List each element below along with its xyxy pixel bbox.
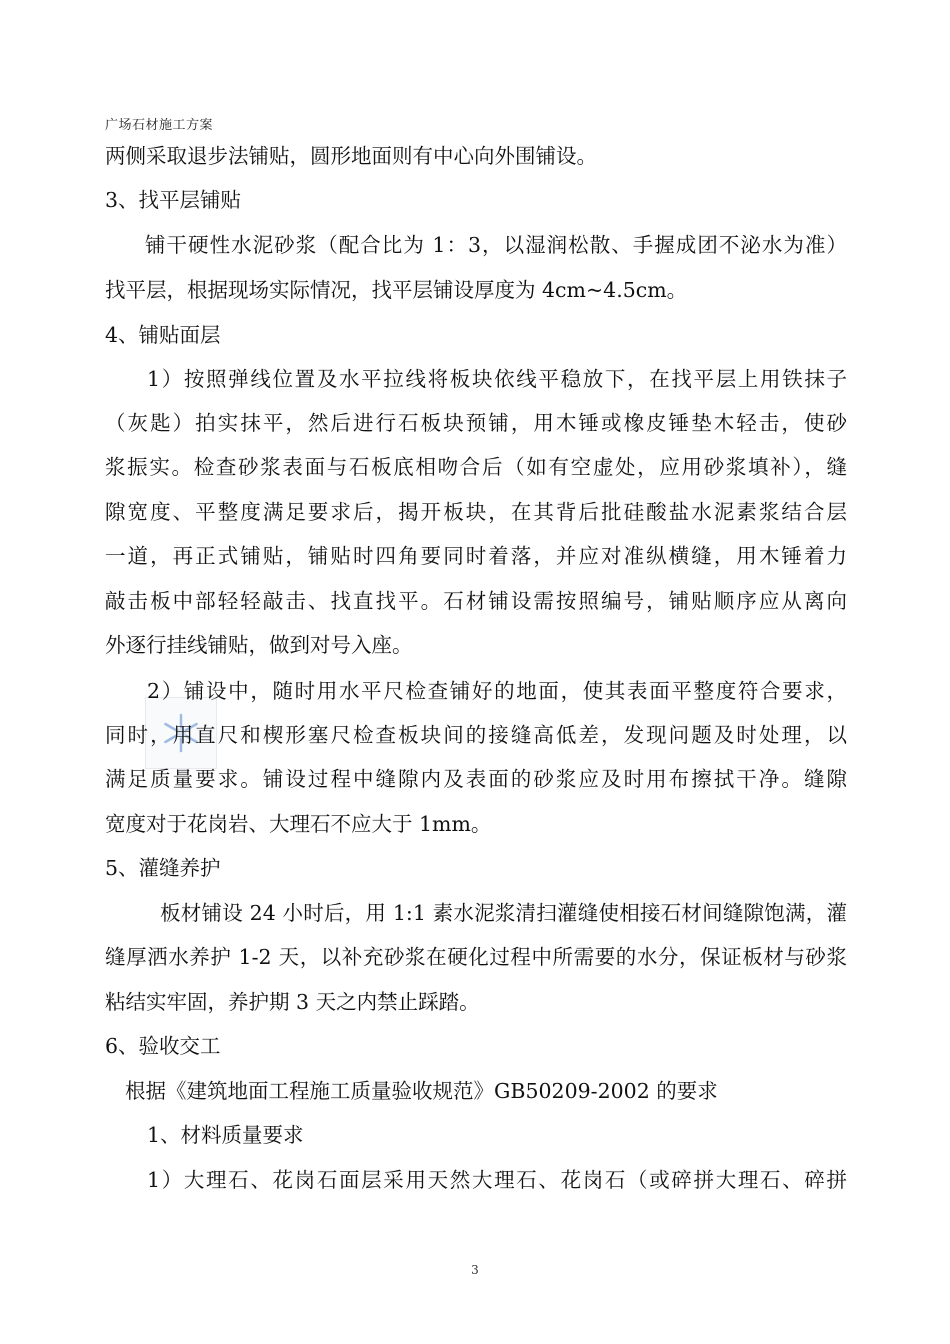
- section-heading-4: 4、铺贴面层: [105, 323, 221, 347]
- paragraph-line-12: 外逐行挂线铺贴，做到对号入座。: [105, 633, 413, 657]
- section-heading-5: 5、灌缝养护: [105, 856, 221, 880]
- section-heading-3: 3、找平层铺贴: [105, 188, 242, 212]
- paragraph-line-24: 1）大理石、花岗石面层采用天然大理石、花岗石（或碎拼大理石、碎拼: [147, 1168, 847, 1192]
- paragraph-line-14: 同时，用直尺和楔形塞尺检查板块间的接缝高低差，发现问题及时处理，以: [105, 723, 847, 747]
- paragraph-line-13: 2）铺设中，随时用水平尺检查铺好的地面，使其表面平整度符合要求，: [147, 679, 847, 703]
- paragraph-line-15: 满足质量要求。铺设过程中缝隙内及表面的砂浆应及时用布擦拭干净。缝隙: [105, 767, 847, 791]
- paragraph-line-10: 一道，再正式铺贴，铺贴时四角要同时着落，并应对准纵横缝，用木锤着力: [105, 544, 847, 568]
- paragraph-line-9: 隙宽度、平整度满足要求后，揭开板块，在其背后批硅酸盐水泥素浆结合层: [105, 500, 847, 524]
- paragraph-line-8: 浆振实。检查砂浆表面与石板底相吻合后（如有空虚处，应用砂浆填补），缝: [105, 455, 847, 479]
- paragraph-line-20: 粘结实牢固，养护期 3 天之内禁止踩踏。: [105, 990, 480, 1014]
- page-number: 3: [471, 1263, 479, 1277]
- paragraph-line-16: 宽度对于花岗岩、大理石不应大于 1mm。: [105, 812, 492, 836]
- paragraph-line-1: 两侧采取退步法铺贴，圆形地面则有中心向外围铺设。: [105, 144, 597, 168]
- paragraph-line-11: 敲击板中部轻轻敲击、找直找平。石材铺设需按照编号，铺贴顺序应从离向: [105, 589, 847, 613]
- paragraph-line-18: 板材铺设 24 小时后，用 1:1 素水泥浆清扫灌缝使相接石材间缝隙饱满，灌: [160, 901, 847, 925]
- running-header: 广场石材施工方案: [105, 118, 214, 133]
- paragraph-line-19: 缝厚洒水养护 1-2 天，以补充砂浆在硬化过程中所需要的水分，保证板材与砂浆: [105, 945, 847, 969]
- paragraph-line-3: 铺干硬性水泥砂浆（配合比为 1：3，以湿润松散、手握成团不泌水为准）: [145, 233, 847, 257]
- paragraph-line-6: 1）按照弹线位置及水平拉线将板块依线平稳放下，在找平层上用铁抹子: [147, 367, 847, 391]
- paragraph-line-4: 找平层，根据现场实际情况，找平层铺设厚度为 4cm~4.5cm。: [105, 278, 688, 302]
- paragraph-line-7: （灰匙）拍实抹平，然后进行石板块预铺，用木锤或橡皮锤垫木轻击，使砂: [105, 411, 847, 435]
- paragraph-line-22: 根据《建筑地面工程施工质量验收规范》GB50209-2002 的要求: [125, 1079, 718, 1103]
- section-heading-6: 6、验收交工: [105, 1034, 221, 1058]
- subheading-1: 1、材料质量要求: [147, 1123, 304, 1147]
